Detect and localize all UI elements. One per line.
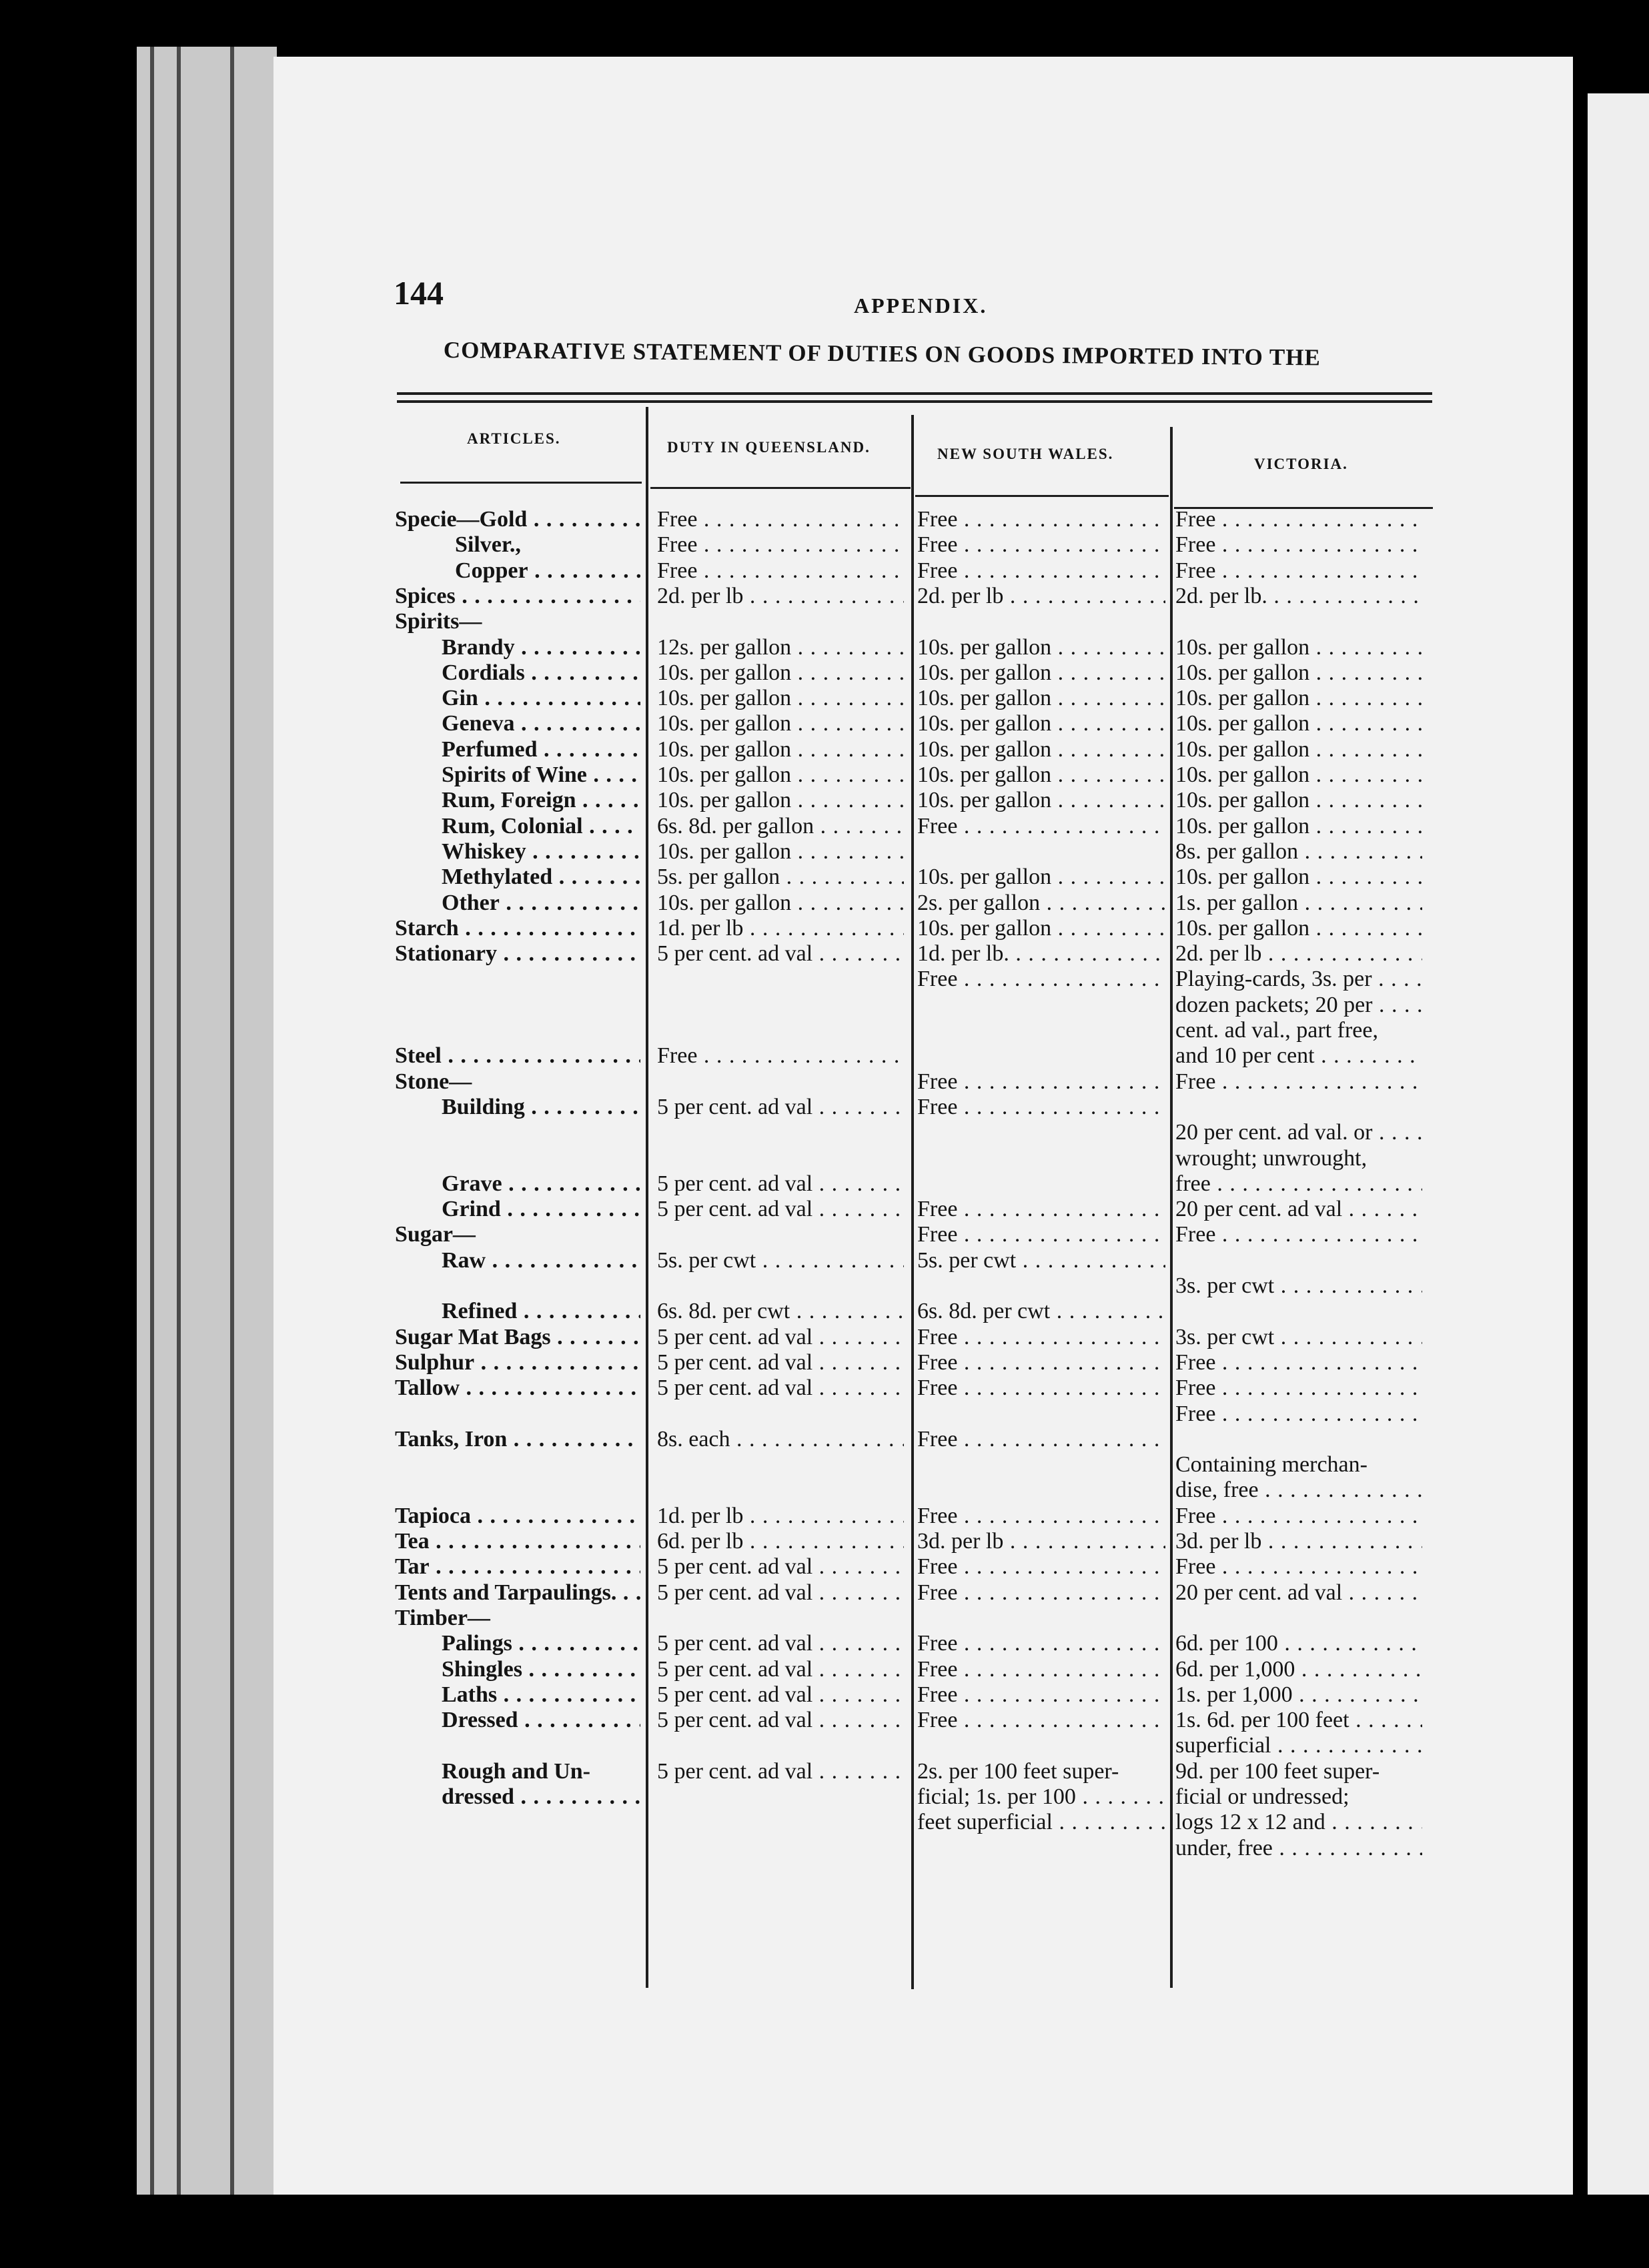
cell-vic: 10s. per gallon . . .: [1175, 762, 1422, 788]
cell-nsw: Free . . .: [917, 507, 1165, 532]
cell-article: Whiskey . . .: [442, 839, 640, 865]
cell-nsw: Free . . .: [917, 1350, 1165, 1375]
cell-q: 5 per cent. ad val . . .: [657, 1325, 904, 1350]
cell-article: Tents and Tarpaulings. . . .: [395, 1580, 640, 1606]
cell-vic: free . . .: [1175, 1171, 1422, 1197]
cell-q: 5 per cent. ad val . . .: [657, 1197, 904, 1222]
cell-nsw: 2s. per gallon . . .: [917, 891, 1165, 916]
cell-nsw: Free . . .: [917, 1504, 1165, 1529]
cell-nsw: 10s. per gallon . . .: [917, 865, 1165, 890]
cell-article: Grave . . .: [442, 1171, 640, 1197]
cell-article: dressed . . .: [442, 1784, 640, 1810]
table-title: COMPARATIVE STATEMENT OF DUTIES ON GOODS IMPORTED INTO THE: [443, 337, 1321, 371]
cell-article: Rough and Un-: [442, 1759, 590, 1784]
cell-nsw: 5s. per cwt . . .: [917, 1248, 1165, 1273]
cell-nsw: 10s. per gallon . . .: [917, 660, 1165, 686]
cell-nsw: Free . . .: [917, 1375, 1165, 1401]
cell-nsw: 1d. per lb. . . .: [917, 941, 1165, 967]
cell-vic: Containing merchan-: [1175, 1452, 1367, 1477]
cell-nsw: Free . . .: [917, 1554, 1165, 1580]
header-underline: [915, 495, 1169, 497]
title-rule: [397, 400, 1432, 403]
binding-line: [150, 47, 154, 2195]
cell-q: 5 per cent. ad val . . .: [657, 1580, 904, 1606]
cell-article: Timber—: [395, 1606, 490, 1630]
cell-q: 6s. 8d. per cwt . . .: [657, 1299, 904, 1324]
cell-article: Sugar—: [395, 1222, 476, 1247]
cell-nsw: 10s. per gallon . . .: [917, 916, 1165, 941]
cell-vic: 20 per cent. ad val. or . . .: [1175, 1120, 1422, 1145]
cell-vic: 10s. per gallon . . .: [1175, 788, 1422, 813]
cell-vic: 8s. per gallon . . .: [1175, 839, 1422, 865]
cell-q: 12s. per gallon . . .: [657, 635, 904, 660]
cell-vic: Free . . .: [1175, 1504, 1422, 1529]
cell-article: Rum, Foreign . . .: [442, 788, 640, 813]
cell-vic: 1s. 6d. per 100 feet . . .: [1175, 1708, 1422, 1733]
cell-article: Refined . . .: [442, 1299, 640, 1324]
cell-article: Methylated . . .: [442, 865, 640, 890]
cell-q: 10s. per gallon . . .: [657, 762, 904, 788]
cell-article: Palings . . .: [442, 1631, 640, 1656]
cell-article: Rum, Colonial . . .: [442, 814, 640, 839]
cell-q: 1d. per lb . . .: [657, 916, 904, 941]
cell-vic: superficial . . .: [1175, 1733, 1422, 1758]
cell-vic: 3d. per lb . . .: [1175, 1529, 1422, 1554]
cell-article: Spirits—: [395, 609, 482, 634]
cell-article: Tar . . .: [395, 1554, 640, 1580]
cell-article: Stationary . . .: [395, 941, 640, 967]
header-underline: [400, 482, 642, 484]
cell-nsw: 3d. per lb . . .: [917, 1529, 1165, 1554]
cell-nsw: Free . . .: [917, 532, 1165, 558]
cell-nsw: Free . . .: [917, 967, 1165, 992]
cell-vic: Free . . .: [1175, 1375, 1422, 1401]
cell-article: Stone—: [395, 1069, 472, 1094]
cell-q: 5 per cent. ad val . . .: [657, 1631, 904, 1656]
cell-vic: 10s. per gallon . . .: [1175, 660, 1422, 686]
cell-q: 10s. per gallon . . .: [657, 891, 904, 916]
cell-nsw: Free . . .: [917, 1095, 1165, 1120]
cell-article: Spices . . .: [395, 584, 640, 609]
cell-article: Tanks, Iron . . .: [395, 1427, 640, 1452]
book-binding-edge: [137, 47, 277, 2195]
cell-q: 10s. per gallon . . .: [657, 711, 904, 736]
cell-vic: Free . . .: [1175, 532, 1422, 558]
cell-vic: 10s. per gallon . . .: [1175, 737, 1422, 762]
cell-q: 5s. per cwt . . .: [657, 1248, 904, 1273]
column-header-nsw: NEW SOUTH WALES.: [937, 446, 1114, 462]
cell-q: 10s. per gallon . . .: [657, 660, 904, 686]
cell-q: Free . . .: [657, 507, 904, 532]
cell-q: 6s. 8d. per gallon . . .: [657, 814, 904, 839]
column-divider: [911, 415, 914, 1989]
column-header-victoria: VICTORIA.: [1254, 456, 1348, 472]
cell-vic: 10s. per gallon . . .: [1175, 635, 1422, 660]
cell-vic: 9d. per 100 feet super-: [1175, 1759, 1380, 1784]
running-head: APPENDIX.: [854, 294, 988, 318]
cell-article: Dressed . . .: [442, 1708, 640, 1733]
cell-article: Gin . . .: [442, 686, 640, 711]
cell-vic: ficial or undressed;: [1175, 1784, 1349, 1809]
cell-q: 10s. per gallon . . .: [657, 737, 904, 762]
cell-article: Tallow . . .: [395, 1375, 640, 1401]
cell-q: 5 per cent. ad val . . .: [657, 941, 904, 967]
cell-vic: under, free . . .: [1175, 1836, 1422, 1861]
cell-article: Specie—Gold . . .: [395, 507, 640, 532]
cell-vic: 10s. per gallon . . .: [1175, 865, 1422, 890]
cell-vic: Free . . .: [1175, 507, 1422, 532]
binding-line: [230, 47, 234, 2195]
cell-nsw: 10s. per gallon . . .: [917, 788, 1165, 813]
column-divider: [1170, 427, 1173, 1988]
cell-vic: 2d. per lb . . .: [1175, 941, 1422, 967]
cell-nsw: Free . . .: [917, 1657, 1165, 1682]
cell-vic: wrought; unwrought,: [1175, 1146, 1367, 1171]
cell-q: 5 per cent. ad val . . .: [657, 1350, 904, 1375]
cell-nsw: feet superficial . . .: [917, 1810, 1165, 1835]
cell-article: Tapioca . . .: [395, 1504, 640, 1529]
cell-vic: 2d. per lb. . . .: [1175, 584, 1422, 609]
cell-article: Sulphur . . .: [395, 1350, 640, 1375]
cell-nsw: Free . . .: [917, 1325, 1165, 1350]
cell-vic: and 10 per cent . . .: [1175, 1043, 1422, 1069]
cell-article: Laths . . .: [442, 1682, 640, 1708]
cell-nsw: Free . . .: [917, 1197, 1165, 1222]
cell-article: Raw . . .: [442, 1248, 640, 1273]
cell-nsw: ficial; 1s. per 100 . . .: [917, 1784, 1165, 1810]
cell-q: 5 per cent. ad val . . .: [657, 1708, 904, 1733]
cell-nsw: Free . . .: [917, 1222, 1165, 1247]
cell-vic: dise, free . . .: [1175, 1478, 1422, 1503]
cell-q: Free . . .: [657, 558, 904, 584]
cell-article: Grind . . .: [442, 1197, 640, 1222]
cell-q: 5 per cent. ad val . . .: [657, 1759, 904, 1784]
cell-vic: 20 per cent. ad val . . .: [1175, 1580, 1422, 1606]
cell-vic: 3s. per cwt . . .: [1175, 1325, 1422, 1350]
facing-page-edge: [1588, 93, 1649, 2195]
cell-article: Brandy . . .: [442, 635, 640, 660]
cell-vic: 10s. per gallon . . .: [1175, 711, 1422, 736]
cell-article: Starch . . .: [395, 916, 640, 941]
page-number: 144: [394, 274, 444, 312]
cell-vic: 1s. per gallon . . .: [1175, 891, 1422, 916]
cell-article: Building . . .: [442, 1095, 640, 1120]
cell-q: 10s. per gallon . . .: [657, 788, 904, 813]
column-divider: [646, 407, 648, 1988]
cell-vic: Free . . .: [1175, 1350, 1422, 1375]
cell-q: 10s. per gallon . . .: [657, 686, 904, 711]
cell-nsw: 10s. per gallon . . .: [917, 711, 1165, 736]
cell-vic: 10s. per gallon . . .: [1175, 686, 1422, 711]
cell-article: Copper . . .: [455, 558, 640, 584]
cell-q: 10s. per gallon . . .: [657, 839, 904, 865]
cell-q: 5s. per gallon . . .: [657, 865, 904, 890]
cell-vic: 10s. per gallon . . .: [1175, 814, 1422, 839]
cell-nsw: 10s. per gallon . . .: [917, 635, 1165, 660]
cell-article: Spirits of Wine . . .: [442, 762, 640, 788]
cell-vic: logs 12 x 12 and . . .: [1175, 1810, 1422, 1835]
cell-article: Other . . .: [442, 891, 640, 916]
cell-nsw: 2d. per lb . . .: [917, 584, 1165, 609]
cell-q: Free . . .: [657, 532, 904, 558]
cell-article: Perfumed . . .: [442, 737, 640, 762]
cell-nsw: Free . . .: [917, 558, 1165, 584]
cell-q: 5 per cent. ad val . . .: [657, 1657, 904, 1682]
cell-vic: 3s. per cwt . . .: [1175, 1273, 1422, 1299]
binding-line: [177, 47, 181, 2195]
cell-vic: dozen packets; 20 per . . .: [1175, 993, 1422, 1018]
cell-q: Free . . .: [657, 1043, 904, 1069]
column-header-queensland: DUTY IN QUEENSLAND.: [667, 439, 871, 456]
cell-nsw: 10s. per gallon . . .: [917, 686, 1165, 711]
cell-article: Cordials . . .: [442, 660, 640, 686]
cell-vic: 6d. per 100 . . .: [1175, 1631, 1422, 1656]
cell-q: 5 per cent. ad val . . .: [657, 1171, 904, 1197]
cell-nsw: 10s. per gallon . . .: [917, 762, 1165, 788]
cell-article: Steel . . .: [395, 1043, 640, 1069]
cell-q: 5 per cent. ad val . . .: [657, 1375, 904, 1401]
cell-nsw: Free . . .: [917, 1069, 1165, 1095]
cell-q: 5 per cent. ad val . . .: [657, 1682, 904, 1708]
cell-vic: Free . . .: [1175, 1401, 1422, 1427]
cell-vic: 10s. per gallon . . .: [1175, 916, 1422, 941]
header-underline: [650, 487, 911, 489]
cell-nsw: Free . . .: [917, 1580, 1165, 1606]
cell-vic: Playing-cards, 3s. per . . .: [1175, 967, 1422, 992]
cell-vic: 6d. per 1,000 . . .: [1175, 1657, 1422, 1682]
cell-nsw: 6s. 8d. per cwt . . .: [917, 1299, 1165, 1324]
cell-q: 1d. per lb . . .: [657, 1504, 904, 1529]
cell-q: 6d. per lb . . .: [657, 1529, 904, 1554]
cell-article: Tea . . .: [395, 1529, 640, 1554]
cell-article: Sugar Mat Bags . . .: [395, 1325, 640, 1350]
cell-article: Shingles . . .: [442, 1657, 640, 1682]
cell-vic: cent. ad val., part free,: [1175, 1018, 1378, 1043]
cell-article: Silver.,: [455, 532, 521, 557]
cell-q: 2d. per lb . . .: [657, 584, 904, 609]
cell-q: 5 per cent. ad val . . .: [657, 1095, 904, 1120]
cell-vic: Free . . .: [1175, 1222, 1422, 1247]
column-header-articles: ARTICLES.: [467, 430, 561, 447]
cell-vic: Free . . .: [1175, 1554, 1422, 1580]
cell-q: 5 per cent. ad val . . .: [657, 1554, 904, 1580]
cell-nsw: 2s. per 100 feet super-: [917, 1759, 1119, 1784]
cell-nsw: Free . . .: [917, 814, 1165, 839]
cell-q: 8s. each . . .: [657, 1427, 904, 1452]
cell-vic: 20 per cent. ad val . . .: [1175, 1197, 1422, 1222]
cell-vic: Free . . .: [1175, 558, 1422, 584]
cell-nsw: Free . . .: [917, 1708, 1165, 1733]
title-rule: [397, 392, 1432, 395]
cell-vic: 1s. per 1,000 . . .: [1175, 1682, 1422, 1708]
cell-article: Geneva . . .: [442, 711, 640, 736]
cell-nsw: Free . . .: [917, 1427, 1165, 1452]
cell-nsw: Free . . .: [917, 1631, 1165, 1656]
cell-vic: Free . . .: [1175, 1069, 1422, 1095]
cell-nsw: Free . . .: [917, 1682, 1165, 1708]
cell-nsw: 10s. per gallon . . .: [917, 737, 1165, 762]
